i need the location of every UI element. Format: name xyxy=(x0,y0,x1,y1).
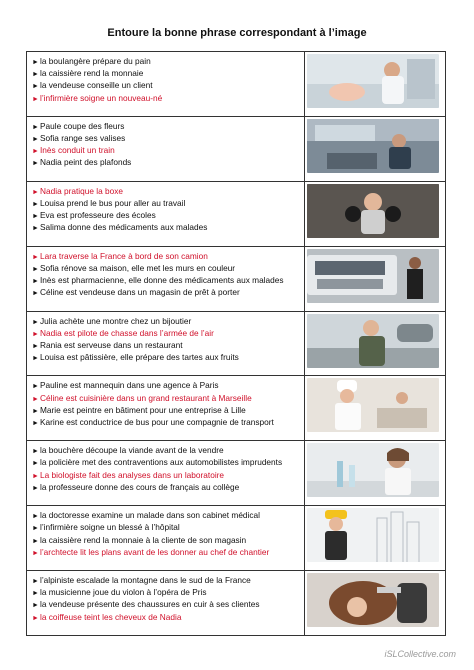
correct-sentence-option[interactable] xyxy=(32,186,304,198)
worksheet-title: Entoure la bonne phrase correspondant à l’image xyxy=(107,27,367,39)
sentence-option[interactable] xyxy=(32,198,304,210)
bullet-arrow-icon: ► xyxy=(32,419,39,427)
sentence-text: Karine est conductrice de bus pour une compagnie de transport xyxy=(40,416,274,427)
exercise-row xyxy=(27,52,446,117)
bullet-arrow-icon: ► xyxy=(32,355,39,363)
sentence-text: la vendeuse présente des chaussures en cuir à ses clientes xyxy=(40,599,260,610)
sentence-text: la caissière rend la monnaie à la cliente de son magasin xyxy=(40,534,247,545)
boxer-photo xyxy=(307,184,439,238)
sentence-option[interactable] xyxy=(32,157,304,169)
correct-sentence-option[interactable] xyxy=(32,612,304,624)
sentence-option[interactable] xyxy=(32,522,304,534)
sentence-option[interactable] xyxy=(32,222,304,234)
photo-cell xyxy=(305,571,446,636)
bullet-arrow-icon: ► xyxy=(32,549,39,557)
sentence-text: la professeure donne des cours de français au collège xyxy=(40,481,240,492)
exercise-row xyxy=(27,246,446,311)
sentence-options xyxy=(27,571,305,636)
chef-photo xyxy=(307,378,439,432)
sentence-options xyxy=(27,116,305,181)
exercise-row xyxy=(27,571,446,636)
correct-sentence-option[interactable] xyxy=(32,251,304,263)
bullet-arrow-icon: ► xyxy=(32,448,39,456)
bullet-arrow-icon: ► xyxy=(32,318,39,326)
sentence-option[interactable] xyxy=(32,121,304,133)
site-watermark: iSLCollective.com xyxy=(384,649,456,659)
bullet-arrow-icon: ► xyxy=(32,188,39,196)
sentence-option[interactable] xyxy=(32,445,304,457)
exercise-row xyxy=(27,116,446,181)
sentence-text: la caissière rend la monnaie xyxy=(40,68,144,79)
sentence-text: Nadia est pilote de chasse dans l’armée de l’air xyxy=(40,327,214,338)
bullet-arrow-icon: ► xyxy=(32,225,39,233)
sentence-text: Céline est cuisinière dans un grand restaurant à Marseille xyxy=(40,392,252,403)
bullet-arrow-icon: ► xyxy=(32,578,39,585)
bullet-arrow-icon: ► xyxy=(32,472,39,480)
correct-sentence-option[interactable] xyxy=(32,93,304,105)
exercise-row xyxy=(27,181,446,246)
photo-cell xyxy=(305,441,446,506)
correct-sentence-option[interactable] xyxy=(32,145,304,157)
bullet-arrow-icon: ► xyxy=(32,395,39,403)
photo-cell xyxy=(305,506,446,571)
sentence-text: la policière met des contraventions aux automobilistes imprudents xyxy=(40,457,283,468)
bullet-arrow-icon: ► xyxy=(32,460,39,468)
sentence-text: Louisa est pâtissière, elle prépare des tartes aux fruits xyxy=(40,352,239,363)
sentence-text: Salima donne des médicaments aux malades xyxy=(40,222,208,233)
bullet-arrow-icon: ► xyxy=(32,407,39,415)
sentence-option[interactable] xyxy=(32,482,304,494)
sentence-option[interactable] xyxy=(32,56,304,68)
exercise-row xyxy=(27,441,446,506)
sentence-text: Marie est peintre en bâtiment pour une entreprise à Lille xyxy=(40,404,246,415)
sentence-text: Lara traverse la France à bord de son camion xyxy=(40,250,208,261)
sentence-text: l’alpiniste escalade la montagne dans le sud de la France xyxy=(40,575,251,585)
sentence-option[interactable] xyxy=(32,510,304,522)
sentence-text: la musicienne joue du violon à l’opéra de Pris xyxy=(40,587,207,598)
sentence-options xyxy=(27,441,305,506)
photo-cell xyxy=(305,181,446,246)
sentence-option[interactable] xyxy=(32,587,304,599)
bullet-arrow-icon: ► xyxy=(32,330,39,338)
sentence-text: Nadia peint des plafonds xyxy=(40,157,132,168)
sentence-text: Céline est vendeuse dans un magasin de prêt à porter xyxy=(40,287,240,298)
photo-cell xyxy=(305,246,446,311)
sentence-text: Louisa prend le bus pour aller au travail xyxy=(40,197,186,208)
bullet-arrow-icon: ► xyxy=(32,95,39,103)
bullet-arrow-icon: ► xyxy=(32,342,39,350)
sentence-options xyxy=(27,246,305,311)
sentence-text: la bouchère découpe la viande avant de la vendre xyxy=(40,445,224,456)
sentence-text: la doctoresse examine un malade dans son cabinet médical xyxy=(40,510,260,521)
sentence-text: Sofia rénove sa maison, elle met les murs en couleur xyxy=(40,262,236,273)
sentence-text: Paule coupe des fleurs xyxy=(40,120,125,131)
sentence-option[interactable] xyxy=(32,68,304,80)
sentence-text: la coiffeuse teint les cheveux de Nadia xyxy=(40,611,182,622)
bullet-arrow-icon: ► xyxy=(32,253,39,261)
exercise-row xyxy=(27,311,446,376)
exercise-row xyxy=(27,376,446,441)
sentence-option[interactable] xyxy=(32,133,304,145)
bullet-arrow-icon: ► xyxy=(32,614,39,622)
bullet-arrow-icon: ► xyxy=(32,290,39,298)
bullet-arrow-icon: ► xyxy=(32,590,39,598)
sentence-options xyxy=(27,52,305,117)
bullet-arrow-icon: ► xyxy=(32,278,39,286)
sentence-option[interactable] xyxy=(32,575,304,587)
bullet-arrow-icon: ► xyxy=(32,83,39,91)
hairdresser-photo xyxy=(307,573,439,627)
sentence-text: la boulangère prépare du pain xyxy=(40,56,151,66)
sentence-text: Inès est pharmacienne, elle donne des médicaments aux malades xyxy=(40,275,284,286)
sentence-option[interactable] xyxy=(32,457,304,469)
sentence-text: l’infirmière soigne un blessé à l’hôpital xyxy=(40,522,180,533)
sentence-option[interactable] xyxy=(32,263,304,275)
bullet-arrow-icon: ► xyxy=(32,383,39,391)
bullet-arrow-icon: ► xyxy=(32,602,39,610)
sentence-text: la vendeuse conseille un client xyxy=(40,80,153,91)
sentence-option[interactable] xyxy=(32,287,304,299)
sentence-option[interactable] xyxy=(32,80,304,92)
bullet-arrow-icon: ► xyxy=(32,484,39,492)
bullet-arrow-icon: ► xyxy=(32,200,39,208)
sentence-options xyxy=(27,181,305,246)
sentence-option[interactable] xyxy=(32,380,304,392)
bullet-arrow-icon: ► xyxy=(32,148,39,156)
bullet-arrow-icon: ► xyxy=(32,59,39,66)
correct-sentence-option[interactable] xyxy=(32,393,304,405)
photo-cell xyxy=(305,376,446,441)
photo-cell xyxy=(305,311,446,376)
sentence-option[interactable] xyxy=(32,405,304,417)
sentence-option[interactable] xyxy=(32,417,304,429)
sentence-text: Rania est serveuse dans un restaurant xyxy=(40,339,183,350)
sentence-text: l’archtecte lit les plans avant de les donner au chef de chantier xyxy=(40,546,270,557)
correct-sentence-option[interactable] xyxy=(32,547,304,559)
bullet-arrow-icon: ► xyxy=(32,537,39,545)
sentence-option[interactable] xyxy=(32,210,304,222)
bullet-arrow-icon: ► xyxy=(32,123,39,131)
sentence-text: Sofia range ses valises xyxy=(40,133,126,144)
sentence-option[interactable] xyxy=(32,275,304,287)
architect-photo xyxy=(307,508,439,562)
bullet-arrow-icon: ► xyxy=(32,513,39,521)
sentence-options xyxy=(27,311,305,376)
truck-driver-photo xyxy=(307,249,439,303)
sentence-text: La biologiste fait des analyses dans un laboratoire xyxy=(40,469,225,480)
sentence-text: Nadia pratique la boxe xyxy=(40,185,124,196)
sentence-text: Julia achète une montre chez un bijoutier xyxy=(40,315,192,326)
bullet-arrow-icon: ► xyxy=(32,213,39,221)
bullet-arrow-icon: ► xyxy=(32,136,39,144)
exercise-row xyxy=(27,506,446,571)
sentence-options xyxy=(27,376,305,441)
bullet-arrow-icon: ► xyxy=(32,160,39,168)
photo-cell xyxy=(305,116,446,181)
photo-cell xyxy=(305,52,446,117)
sentence-option[interactable] xyxy=(32,599,304,611)
biologist-photo xyxy=(307,443,439,497)
train-driver-photo xyxy=(307,119,439,173)
sentence-text: Inès conduit un train xyxy=(40,145,115,156)
sentence-option[interactable] xyxy=(32,340,304,352)
bullet-arrow-icon: ► xyxy=(32,265,39,273)
bullet-arrow-icon: ► xyxy=(32,525,39,533)
sentence-option[interactable] xyxy=(32,352,304,364)
sentence-option[interactable] xyxy=(32,535,304,547)
exercise-table xyxy=(26,51,446,636)
fighter-pilot-photo xyxy=(307,314,439,368)
correct-sentence-option[interactable] xyxy=(32,328,304,340)
sentence-text: Pauline est mannequin dans une agence à Paris xyxy=(40,380,219,391)
bullet-arrow-icon: ► xyxy=(32,71,39,79)
correct-sentence-option[interactable] xyxy=(32,470,304,482)
sentence-text: Eva est professeure des écoles xyxy=(40,210,156,221)
sentence-text: l’infirmière soigne un nouveau-né xyxy=(40,92,163,103)
nurse-baby-photo xyxy=(307,54,439,108)
sentence-options xyxy=(27,506,305,571)
sentence-option[interactable] xyxy=(32,316,304,328)
